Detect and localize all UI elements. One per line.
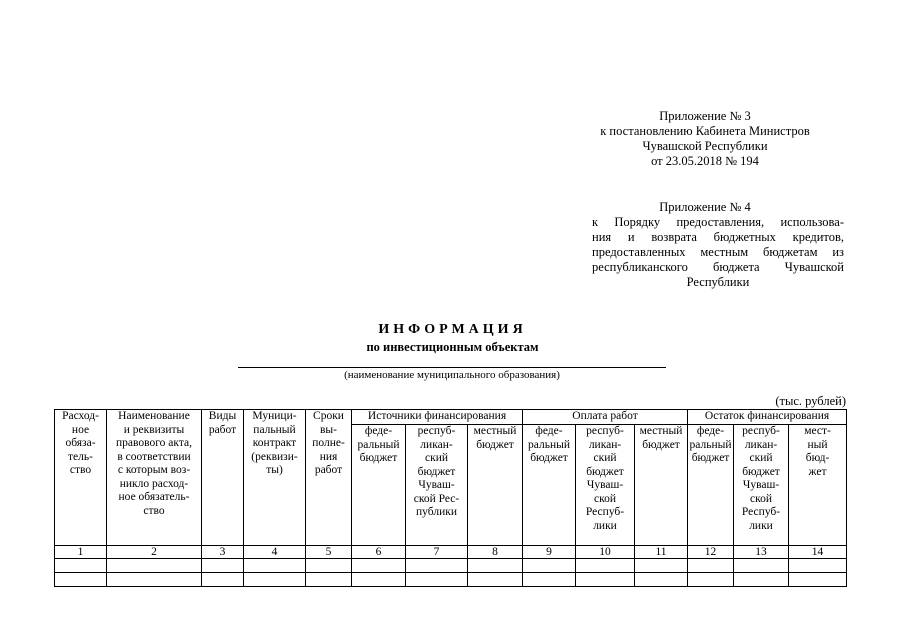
document-subtitle: по инвестиционным объектам	[366, 340, 539, 354]
subheader-local: местный бюджет	[468, 425, 523, 546]
appendix-3-header	[560, 109, 850, 169]
municipality-caption: (наименование муниципального образования)	[344, 369, 560, 381]
municipality-fill-line	[238, 367, 666, 368]
appendix-4-line: республиканского бюджета Чувашской	[592, 260, 844, 274]
subheader-republic: респуб- ликан- ский бюджет Чуваш- ской Респуб- лики	[576, 425, 635, 546]
appendix-3-line: Чувашской Республики	[642, 139, 768, 153]
appendix-3-date: от 23.05.2018 № 194	[651, 154, 759, 168]
empty-cell	[688, 559, 734, 573]
column-number: 12	[688, 546, 734, 559]
empty-cell	[55, 559, 107, 573]
empty-cell	[244, 573, 306, 587]
column-number: 7	[406, 546, 468, 559]
empty-cell	[789, 573, 847, 587]
empty-cell	[635, 573, 688, 587]
empty-cell	[406, 573, 468, 587]
empty-cell	[202, 559, 244, 573]
appendix-3-line: к постановлению Кабинета Министров	[600, 124, 810, 138]
column-number: 13	[734, 546, 789, 559]
empty-cell	[688, 573, 734, 587]
subheader-republic: респуб- ликан- ский бюджет Чуваш- ской Респуб- лики	[734, 425, 789, 546]
appendix-4-line: ния и возврата бюджетных кредитов,	[592, 230, 844, 244]
empty-cell	[352, 573, 406, 587]
empty-cell	[789, 559, 847, 573]
header-group-remainder: Остаток финансирования	[688, 410, 847, 425]
empty-cell	[306, 573, 352, 587]
subheader-federal: феде- ральный бюджет	[352, 425, 406, 546]
appendix-4-title: Приложение № 4	[659, 200, 751, 214]
empty-cell	[576, 573, 635, 587]
subheader-federal: феде- ральный бюджет	[523, 425, 576, 546]
empty-cell	[635, 559, 688, 573]
appendix-3-title: Приложение № 3	[659, 109, 751, 123]
subheader-local: местный бюджет	[635, 425, 688, 546]
units-label: (тыс. рублей)	[775, 394, 846, 408]
column-number: 4	[244, 546, 306, 559]
subheader-federal: феде- ральный бюджет	[688, 425, 734, 546]
empty-cell	[244, 559, 306, 573]
empty-cell	[107, 559, 202, 573]
column-number: 5	[306, 546, 352, 559]
empty-cell	[55, 573, 107, 587]
empty-cell	[406, 559, 468, 573]
column-number: 10	[576, 546, 635, 559]
empty-cell	[523, 573, 576, 587]
appendix-4-line: Республики	[686, 275, 750, 289]
column-number-row	[55, 546, 847, 559]
column-number: 9	[523, 546, 576, 559]
empty-cell	[576, 559, 635, 573]
appendix-4-line: предоставленных местным бюджетам из	[592, 245, 844, 259]
column-number: 8	[468, 546, 523, 559]
header-terms: Сроки вы- полне- ния работ	[306, 410, 352, 546]
header-contract: Муници- пальный контракт (реквизи- ты)	[244, 410, 306, 546]
empty-cell	[202, 573, 244, 587]
empty-table-row	[55, 559, 847, 573]
column-number: 2	[107, 546, 202, 559]
appendix-4-header	[592, 215, 844, 290]
empty-cell	[523, 559, 576, 573]
header-legal-act: Наименование и реквизиты правового акта, в соответствии с которым воз- никло расход- ное обязатель- ство	[107, 410, 202, 546]
appendix-4-line: к Порядку предоставления, использова-	[592, 215, 844, 229]
header-obligation: Расход- ное обяза- тель- ство	[55, 410, 107, 546]
empty-cell	[107, 573, 202, 587]
column-number: 11	[635, 546, 688, 559]
subheader-republic: респуб- ликан- ский бюджет Чуваш- ской Рес- публики	[406, 425, 468, 546]
empty-cell	[468, 559, 523, 573]
empty-table-row	[55, 573, 847, 587]
header-row	[55, 410, 847, 425]
empty-cell	[734, 573, 789, 587]
column-number: 1	[55, 546, 107, 559]
empty-cell	[306, 559, 352, 573]
column-number: 3	[202, 546, 244, 559]
subheader-local: мест- ный бюд- жет	[789, 425, 847, 546]
empty-cell	[734, 559, 789, 573]
empty-cell	[468, 573, 523, 587]
empty-cell	[352, 559, 406, 573]
header-group-payment: Оплата работ	[523, 410, 688, 425]
column-number: 14	[789, 546, 847, 559]
header-group-sources: Источники финансирования	[352, 410, 523, 425]
header-work-types: Виды работ	[202, 410, 244, 546]
column-number: 6	[352, 546, 406, 559]
document-title: ИНФОРМАЦИЯ	[378, 322, 527, 337]
investment-table	[54, 409, 847, 587]
